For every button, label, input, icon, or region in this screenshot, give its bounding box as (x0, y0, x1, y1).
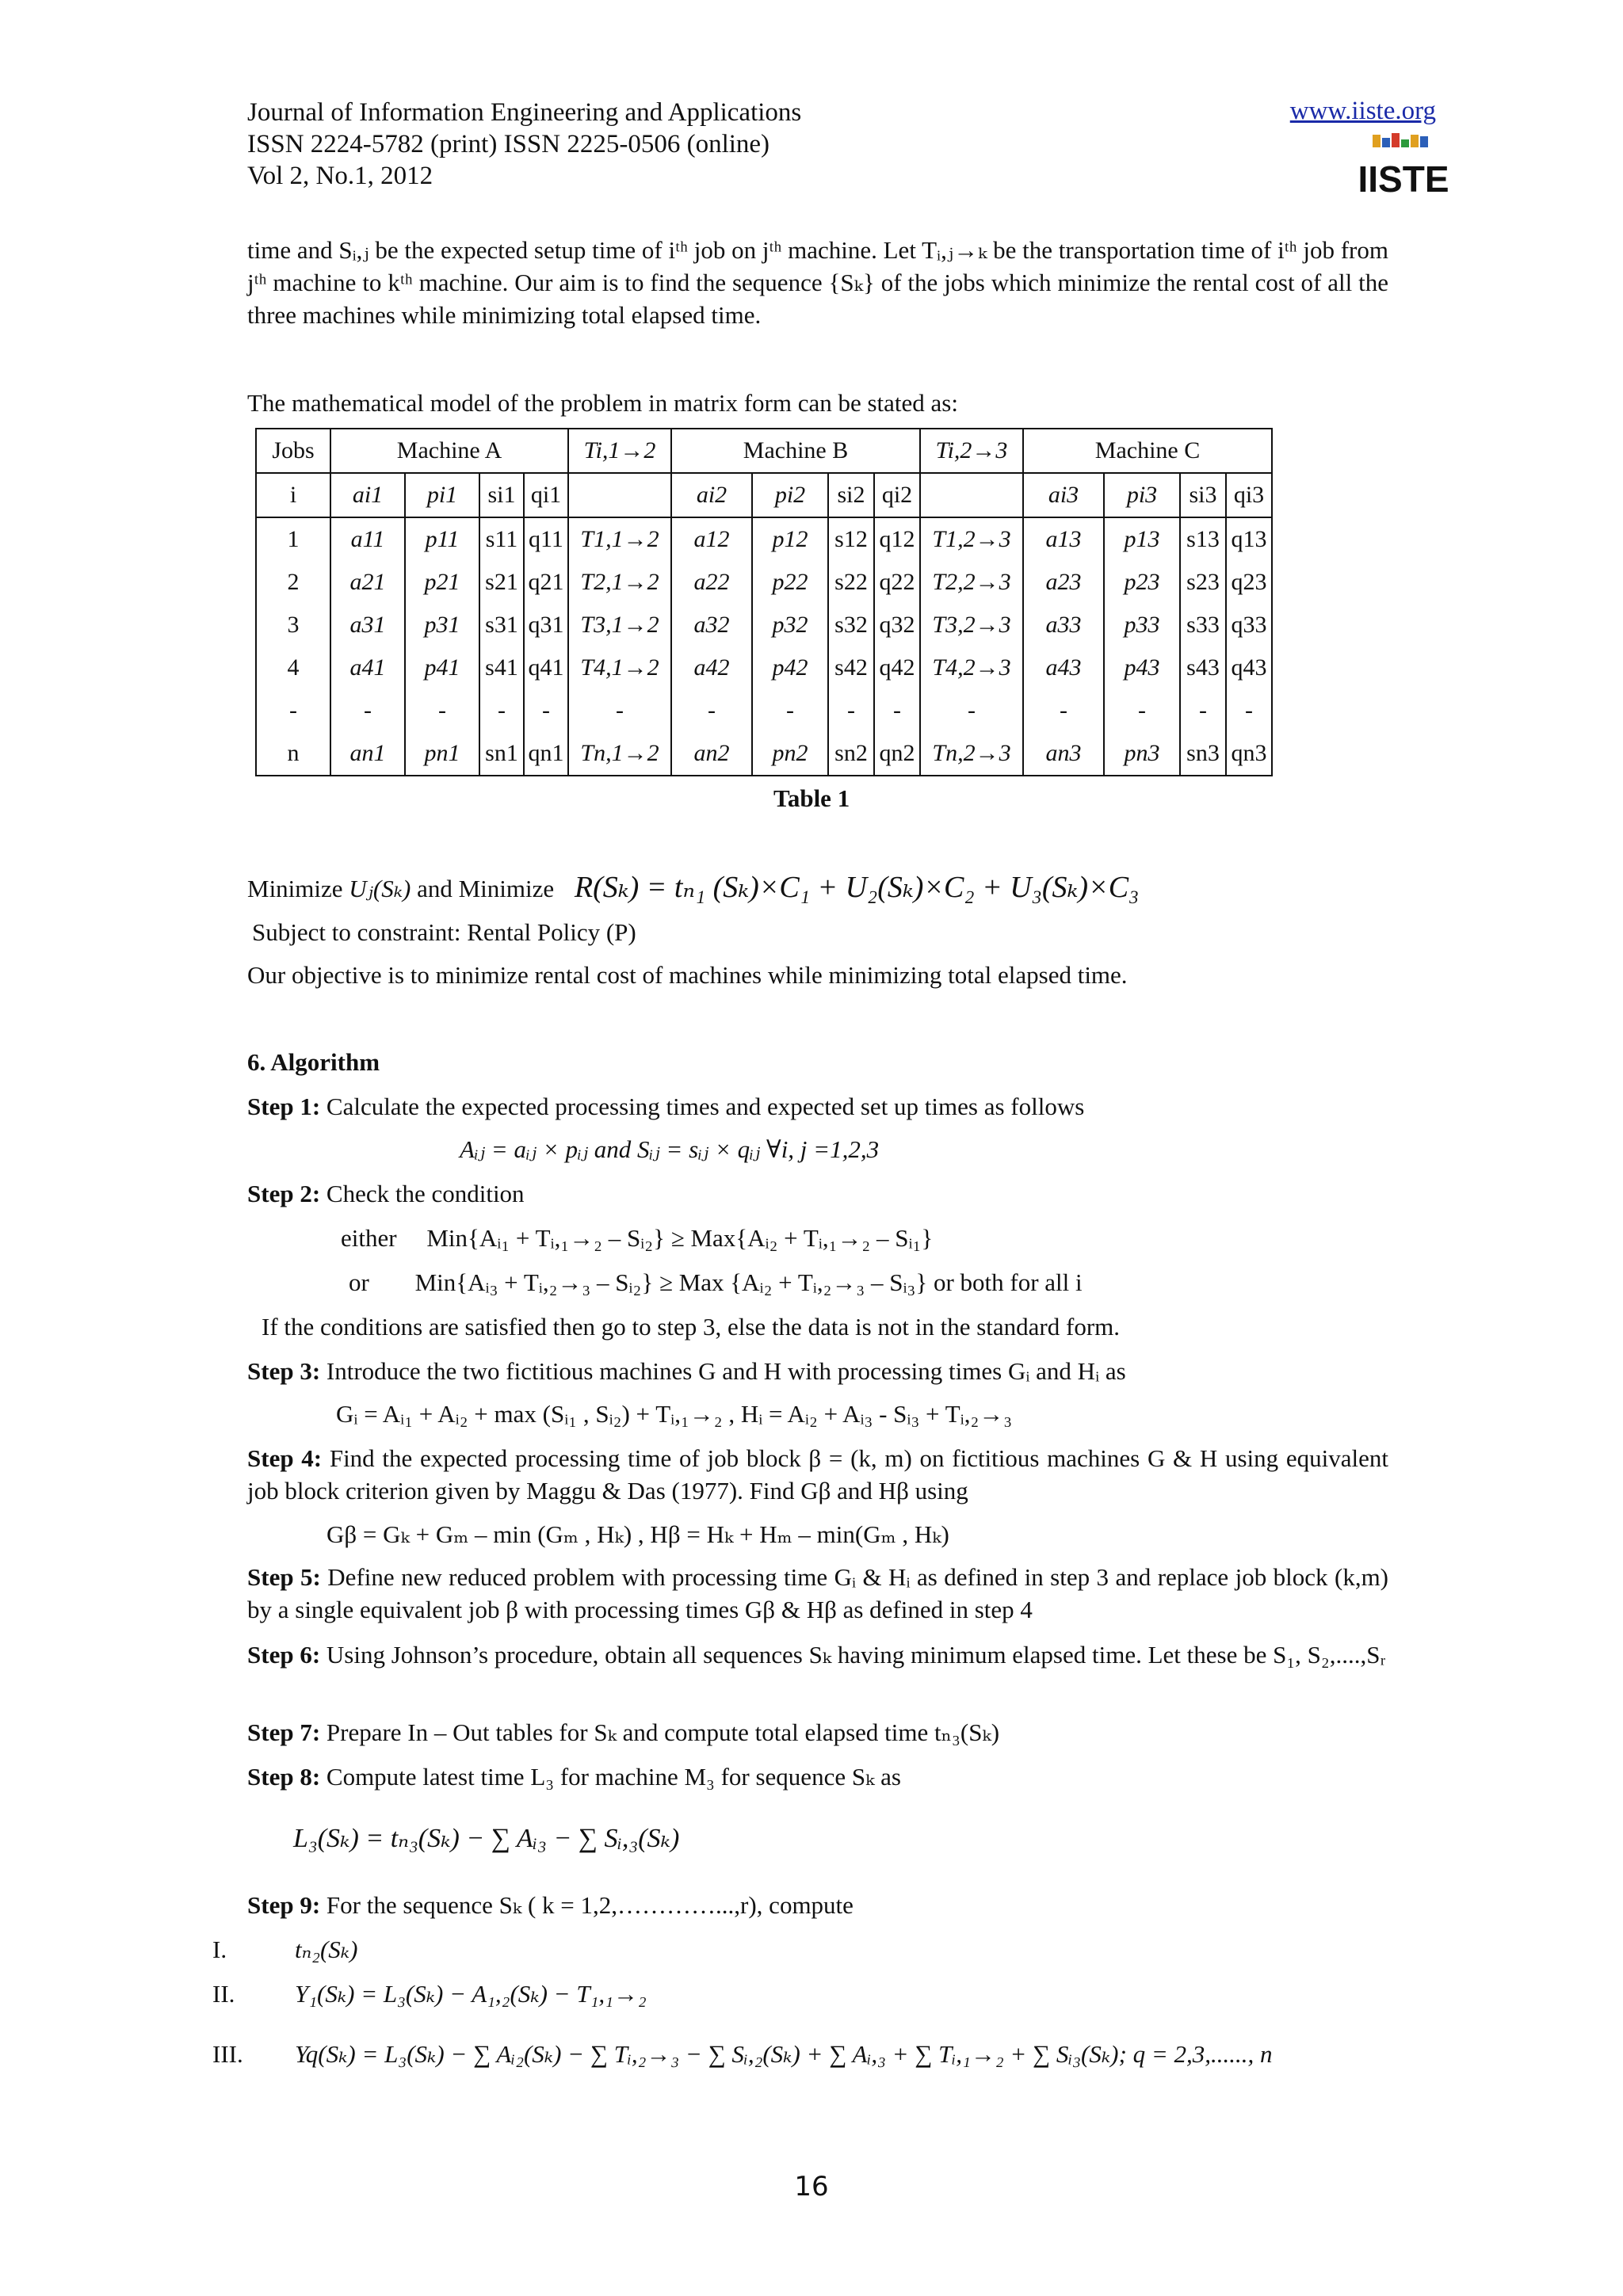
table-cell: 2 (256, 561, 330, 604)
table-cell: qn1 (524, 732, 568, 776)
table-cell: qn2 (874, 732, 920, 776)
table-cell: a23 (1023, 561, 1104, 604)
either-label: either (341, 1224, 397, 1252)
table-cell: a33 (1023, 604, 1104, 646)
step-text: Calculate the expected processing times and expected set up times as follows (326, 1093, 1085, 1120)
or-label: or (349, 1268, 369, 1296)
step-9 (247, 1889, 854, 1921)
table-cell: p43 (1104, 646, 1180, 689)
table-cell: a43 (1023, 646, 1104, 689)
equation: Min{Aᵢ₃ + Tᵢ,₂→₃ – Sᵢ₂} ≥ Max {Aᵢ₂ + Tᵢ,₂→₃ – Sᵢ₃} or both for all i (414, 1268, 1083, 1296)
algorithm-heading: 6. Algorithm (247, 1048, 380, 1076)
col-header: pi1 (405, 473, 479, 517)
col-header: si1 (479, 473, 524, 517)
header-machine-b: Machine B (671, 429, 920, 473)
table-cell: s31 (479, 604, 524, 646)
col-header (920, 473, 1023, 517)
step-label: Step 4: (247, 1444, 323, 1472)
uj-term: Uⱼ(Sₖ) (349, 875, 411, 902)
table-cell: - (671, 689, 752, 732)
step-4-equation: Gβ = Gₖ + Gₘ – min (Gₘ , Hₖ) , Hβ = Hₖ + Hₘ – min(Gₘ , Hₖ) (327, 1520, 949, 1548)
item-number: II. (212, 1980, 235, 2008)
table-cell: q23 (1226, 561, 1272, 604)
step-7 (247, 1716, 999, 1749)
table-cell: q42 (874, 646, 920, 689)
table-cell: a32 (671, 604, 752, 646)
table-cell: an1 (330, 732, 405, 776)
table-cell: Tn,2→3 (920, 732, 1023, 776)
table-cell: p41 (405, 646, 479, 689)
table-cell: - (874, 689, 920, 732)
table-cell: T3,2→3 (920, 604, 1023, 646)
table-cell: T1,1→2 (568, 517, 671, 561)
table-cell: p42 (752, 646, 828, 689)
equation: Yq(Sₖ) = L₃(Sₖ) − ∑ Aᵢ₂(Sₖ) − ∑ Tᵢ,₂→₃ − ∑ Sᵢ,₂(Sₖ) + ∑ Aᵢ,₃ + ∑ Tᵢ,₁→₂ + ∑ Sᵢ₃(Sₖ); q = 2,3,......, n (295, 2040, 1273, 2068)
col-header: pi2 (752, 473, 828, 517)
table-cell: s22 (828, 561, 874, 604)
header-t12: Ti,1→2 (568, 429, 671, 473)
table-cell: Tn,1→2 (568, 732, 671, 776)
step-2-note: If the conditions are satisfied then go to step 3, else the data is not in the standard form. (262, 1313, 1121, 1341)
step-label: Step 7: (247, 1718, 321, 1746)
col-header: si3 (1180, 473, 1226, 517)
header-machine-c: Machine C (1023, 429, 1272, 473)
header-t23: Ti,2→3 (920, 429, 1023, 473)
table-cell: T4,2→3 (920, 646, 1023, 689)
col-header: qi1 (524, 473, 568, 517)
table-cell: - (524, 689, 568, 732)
table-cell: sn3 (1180, 732, 1226, 776)
table-cell: p21 (405, 561, 479, 604)
step-text: Introduce the two fictitious machines G and H with processing times Gᵢ and Hᵢ as (326, 1357, 1126, 1385)
table-cell: - (330, 689, 405, 732)
step-text: Using Johnson’s procedure, obtain all sequences Sₖ having minimum elapsed time. Let these be S₁, S₂,....,Sᵣ (326, 1641, 1386, 1669)
table-row (256, 646, 1272, 689)
item-3 (212, 2038, 1273, 2070)
step-8-equation (293, 1822, 679, 1855)
model-intro: The mathematical model of the problem in matrix form can be stated as: (247, 389, 958, 417)
step-2-or (349, 1266, 1083, 1299)
table-cell: a21 (330, 561, 405, 604)
table-cell: a11 (330, 517, 405, 561)
matrix-table (255, 428, 1273, 776)
step-label: Step 9: (247, 1891, 321, 1919)
objective-line (247, 871, 1139, 905)
table-cell: pn1 (405, 732, 479, 776)
table-cell: a12 (671, 517, 752, 561)
step-3-equation: Gᵢ = Aᵢ₁ + Aᵢ₂ + max (Sᵢ₁ , Sᵢ₂) + Tᵢ,₁→₂ , Hᵢ = Aᵢ₂ + Aᵢ₃ - Sᵢ₃ + Tᵢ,₂→₃ (336, 1400, 1013, 1428)
table-row (256, 732, 1272, 776)
table-cell: - (828, 689, 874, 732)
journal-volume: Vol 2, No.1, 2012 (247, 162, 433, 190)
step-2 (247, 1177, 525, 1210)
col-header: si2 (828, 473, 874, 517)
minimize-label: Minimize (247, 875, 343, 902)
step-label: Step 8: (247, 1763, 321, 1791)
table-cell: s32 (828, 604, 874, 646)
step-3 (247, 1355, 1126, 1387)
col-header: pi3 (1104, 473, 1180, 517)
table-row (256, 604, 1272, 646)
table-cell: - (405, 689, 479, 732)
table-cell: 4 (256, 646, 330, 689)
table-cell: a41 (330, 646, 405, 689)
equation: tₙ₂(Sₖ) (295, 1936, 358, 1963)
table-cell: T3,1→2 (568, 604, 671, 646)
table-cell: pn2 (752, 732, 828, 776)
item-number: I. (212, 1936, 227, 1963)
step-label: Step 2: (247, 1180, 321, 1207)
table-cell: q12 (874, 517, 920, 561)
table-cell: s11 (479, 517, 524, 561)
table-cell: s21 (479, 561, 524, 604)
table-cell: - (920, 689, 1023, 732)
table-cell: s43 (1180, 646, 1226, 689)
equation: Aᵢⱼ = aᵢⱼ × pᵢⱼ and Sᵢⱼ = sᵢⱼ × qᵢⱼ ∀i, j =1,2,3 (460, 1135, 880, 1163)
svg-text:IISTE: IISTE (1358, 158, 1449, 200)
table-cell: q11 (524, 517, 568, 561)
page-number: 16 (794, 2171, 829, 2203)
step-label: Step 5: (247, 1563, 321, 1591)
intro-paragraph: time and Sᵢ,ⱼ be the expected setup time of iᵗʰ job on jᵗʰ machine. Let Tᵢ,ⱼ→ₖ be the transportation time of iᵗʰ job from jᵗʰ machine to kᵗʰ machine. Our aim is to find the sequence {Sₖ} of the jobs which minimize the rental cost of all the three machines while minimizing total elapsed time. (247, 236, 1388, 329)
table-cell: q21 (524, 561, 568, 604)
step-2-either (341, 1222, 933, 1254)
table-cell: s41 (479, 646, 524, 689)
table-cell: s13 (1180, 517, 1226, 561)
table-cell: q32 (874, 604, 920, 646)
step-8 (247, 1760, 901, 1793)
table-caption: Table 1 (773, 784, 850, 812)
col-header: qi3 (1226, 473, 1272, 517)
table-cell: q13 (1226, 517, 1272, 561)
item-number: III. (212, 2040, 243, 2068)
table-cell: q33 (1226, 604, 1272, 646)
table-cell: s33 (1180, 604, 1226, 646)
table-row (256, 517, 1272, 561)
table-cell: pn3 (1104, 732, 1180, 776)
table-cell: - (1104, 689, 1180, 732)
step-label: Step 3: (247, 1357, 321, 1385)
table-cell: a13 (1023, 517, 1104, 561)
table-cell: p13 (1104, 517, 1180, 561)
table-cell: s42 (828, 646, 874, 689)
item-2 (212, 1978, 647, 2010)
table-cell: qn3 (1226, 732, 1272, 776)
table-cell: T1,2→3 (920, 517, 1023, 561)
table-cell: T2,2→3 (920, 561, 1023, 604)
table-cell: p22 (752, 561, 828, 604)
table-cell: p11 (405, 517, 479, 561)
table-cell: p31 (405, 604, 479, 646)
step-text: Compute latest time L₃ for machine M₃ for sequence Sₖ as (326, 1763, 901, 1791)
table-cell: q43 (1226, 646, 1272, 689)
equation: Y₁(Sₖ) = L₃(Sₖ) − A₁,₂(Sₖ) − T₁,₁→₂ (295, 1980, 647, 2008)
table-cell: p23 (1104, 561, 1180, 604)
table-cell: s12 (828, 517, 874, 561)
journal-issn: ISSN 2224-5782 (print) ISSN 2225-0506 (online) (247, 130, 770, 158)
rental-cost-formula: R(Sₖ) = tₙ₁ (Sₖ)×C₁ + U₂(Sₖ)×C₂ + U₃(Sₖ)×C₃ (574, 871, 1140, 904)
step-label: Step 6: (247, 1641, 321, 1669)
step-1-equation (460, 1133, 879, 1165)
journal-url[interactable]: www.iiste.org (1289, 97, 1436, 125)
table-cell: sn2 (828, 732, 874, 776)
table-cell: - (1180, 689, 1226, 732)
table-cell: s23 (1180, 561, 1226, 604)
step-text: Check the condition (326, 1180, 525, 1207)
journal-title: Journal of Information Engineering and Applications (247, 98, 802, 127)
table-cell: - (568, 689, 671, 732)
constraint: Subject to constraint: Rental Policy (P) (252, 918, 636, 946)
table-cell: a42 (671, 646, 752, 689)
table-cell: an3 (1023, 732, 1104, 776)
table-cell: - (1023, 689, 1104, 732)
table-cell: p32 (752, 604, 828, 646)
table-cell: T2,1→2 (568, 561, 671, 604)
table-cell: q22 (874, 561, 920, 604)
step-text: Prepare In – Out tables for Sₖ and compute total elapsed time tₙ₃(Sₖ) (326, 1718, 1000, 1746)
table-cell: an2 (671, 732, 752, 776)
header-jobs: Jobs (256, 429, 330, 473)
table-cell: T4,1→2 (568, 646, 671, 689)
table-cell: - (1226, 689, 1272, 732)
step-5 (247, 1561, 1388, 1626)
objective-statement: Our objective is to minimize rental cost of machines while minimizing total elapsed time. (247, 961, 1128, 989)
table-cell: 3 (256, 604, 330, 646)
journal-header (247, 97, 801, 192)
equation: Min{Aᵢ₁ + Tᵢ,₁→₂ – Sᵢ₂} ≥ Max{Aᵢ₂ + Tᵢ,₁→₂ – Sᵢ₁} (426, 1224, 934, 1252)
table-cell: - (256, 689, 330, 732)
col-header: ai3 (1023, 473, 1104, 517)
table-cell: p12 (752, 517, 828, 561)
table-row (256, 561, 1272, 604)
col-header: ai1 (330, 473, 405, 517)
step-6 (247, 1638, 1388, 1671)
col-header (568, 473, 671, 517)
table-cell: q31 (524, 604, 568, 646)
table-cell: n (256, 732, 330, 776)
step-4 (247, 1442, 1388, 1507)
col-header: ai2 (671, 473, 752, 517)
and-minimize-label: and Minimize (417, 875, 555, 902)
table-cell: a31 (330, 604, 405, 646)
table-cell: 1 (256, 517, 330, 561)
item-1 (212, 1933, 357, 1966)
table-row (256, 689, 1272, 732)
col-header: qi2 (874, 473, 920, 517)
step-text: Define new reduced problem with processing time Gᵢ & Hᵢ as defined in step 3 and replace job block (k,m) by a single equivalent job β with processing times Gβ & Hβ as defined in step 4 (247, 1563, 1389, 1623)
step-1 (247, 1090, 1084, 1123)
table-cell: p33 (1104, 604, 1180, 646)
table-cell: - (479, 689, 524, 732)
table-cell: sn1 (479, 732, 524, 776)
step-label: Step 1: (247, 1093, 321, 1120)
step-text: For the sequence Sₖ ( k = 1,2,…………...,r), compute (326, 1891, 854, 1919)
col-header: i (256, 473, 330, 517)
iiste-logo (1358, 132, 1449, 200)
table-cell: - (752, 689, 828, 732)
header-machine-a: Machine A (330, 429, 568, 473)
table-cell: a22 (671, 561, 752, 604)
equation: L₃(Sₖ) = tₙ₃(Sₖ) − ∑ Aᵢ₃ − ∑ Sᵢ,₃(Sₖ) (293, 1824, 680, 1853)
step-text: Find the expected processing time of job block β = (k, m) on fictitious machines G & H using equivalent job block criterion given by Maggu & Das (1977). Find Gβ and Hβ using (247, 1444, 1389, 1505)
table-cell: q41 (524, 646, 568, 689)
